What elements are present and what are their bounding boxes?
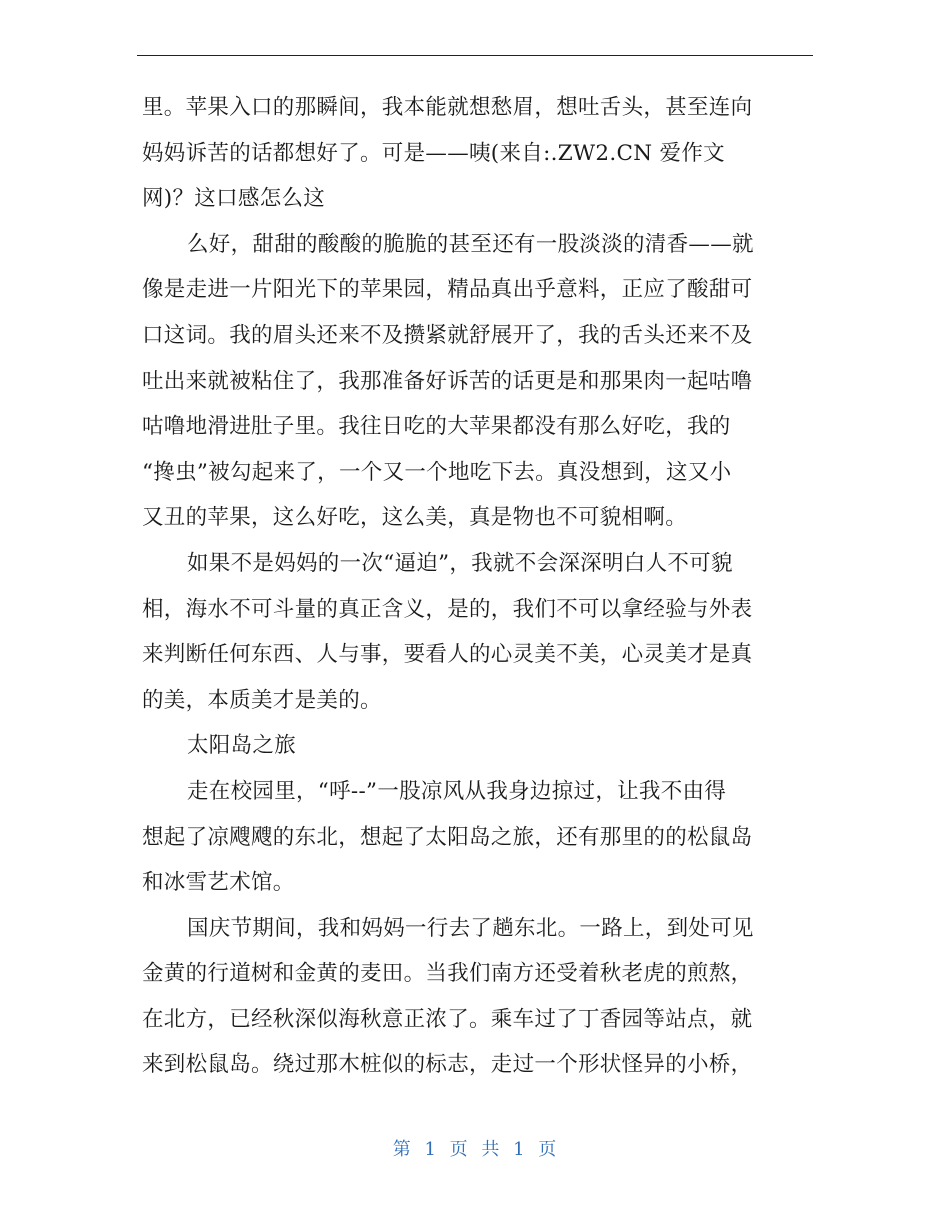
footer-label-total: 共 bbox=[481, 1139, 501, 1160]
page-footer bbox=[0, 1135, 950, 1161]
text-line: 么好，甜甜的酸酸的脆脆的甚至还有一股淡淡的清香——就 bbox=[187, 231, 754, 257]
footer-total-pages: 1 bbox=[513, 1139, 526, 1160]
text-line: 太阳岛之旅 bbox=[187, 733, 297, 759]
text-line: 走在校园里，“呼--”一股凉风从我身边掠过，让我不由得 bbox=[187, 778, 727, 804]
footer-label-page-unit: 页 bbox=[449, 1139, 469, 1160]
text-line: 像是走进一片阳光下的苹果园，精品真出乎意料，正应了酸甜可 bbox=[142, 277, 753, 303]
text-line: 咕噜地滑进肚子里。我往日吃的大苹果都没有那么好吃，我的 bbox=[142, 414, 731, 440]
text-line: “搀虫”被勾起来了，一个又一个地吃下去。真没想到，这又小 bbox=[142, 459, 732, 485]
text-line: 和冰雪艺术馆。 bbox=[142, 870, 295, 896]
text-line: 想起了凉飕飕的东北，想起了太阳岛之旅，还有那里的的松鼠岛 bbox=[142, 824, 753, 850]
text-line: 网)？这口感怎么这 bbox=[142, 186, 326, 212]
footer-current-page: 1 bbox=[424, 1139, 437, 1160]
text-line: 在北方，已经秋深似海秋意正浓了。乘车过了丁香园等站点，就 bbox=[142, 1006, 753, 1032]
header-rule bbox=[137, 55, 813, 56]
text-line: 来判断任何东西、人与事，要看人的心灵美不美，心灵美才是真 bbox=[142, 642, 753, 668]
text-line: 来到松鼠岛。绕过那木桩似的标志，走过一个形状怪异的小桥， bbox=[142, 1052, 753, 1078]
text-line: 的美，本质美才是美的。 bbox=[142, 687, 382, 713]
text-line: 口这词。我的眉头还来不及攒紧就舒展开了，我的舌头还来不及 bbox=[142, 322, 753, 348]
text-line: 吐出来就被粘住了，我那准备好诉苦的话更是和那果肉一起咕噜 bbox=[142, 368, 753, 394]
text-line: 相，海水不可斗量的真正含义，是的，我们不可以拿经验与外表 bbox=[142, 596, 753, 622]
document-body bbox=[142, 85, 794, 1088]
text-line: 又丑的苹果，这么好吃，这么美，真是物也不可貌相啊。 bbox=[142, 505, 688, 531]
text-line: 国庆节期间，我和妈妈一行去了趟东北。一路上，到处可见 bbox=[187, 915, 754, 941]
text-line: 如果不是妈妈的一次“逼迫”，我就不会深深明白人不可貌 bbox=[187, 550, 733, 576]
footer-label-page: 第 bbox=[392, 1139, 412, 1160]
footer-label-total-unit: 页 bbox=[538, 1139, 558, 1160]
text-line: 妈妈诉苦的话都想好了。可是——咦(来自:.ZW2.CN 爱作文 bbox=[142, 140, 725, 166]
text-line: 金黄的行道树和金黄的麦田。当我们南方还受着秋老虎的煎熬， bbox=[142, 961, 753, 987]
text-line: 里。苹果入口的那瞬间，我本能就想愁眉，想吐舌头，甚至连向 bbox=[142, 95, 753, 120]
